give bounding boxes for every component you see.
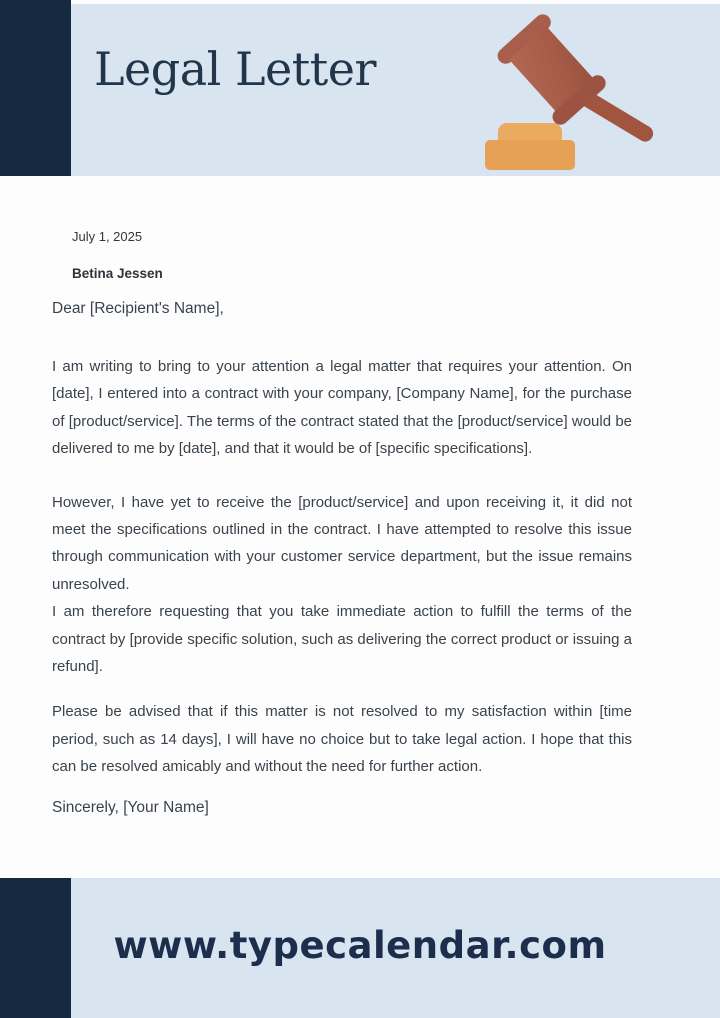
page-title: Legal Letter — [94, 42, 376, 96]
paragraph-issue-description: However, I have yet to receive the [product/service] and upon receiving it, it did not meet the specifications outlined in the contract. I have attempted to resolve this issue through communication with your customer service department, but the issue remains unresolved. — [52, 493, 632, 593]
greeting-line: Dear [Recipient's Name], — [52, 300, 224, 317]
sender-name: Betina Jessen — [72, 266, 163, 281]
header-navy-bar — [0, 0, 71, 176]
paragraph-contract-details: I am writing to bring to your attention a legal matter that requires your attention. On [date], I entered into a contract with your company, [Company Name], for the purchase of [product/service]. The terms of the contract stated that the [product/service] would be delivered to me by [date], and that it would be of [specific specifications]. — [52, 358, 632, 458]
gavel-head — [494, 11, 611, 131]
paragraph-requested-action: I am therefore requesting that you take immediate action to fulfill the terms of the contract by [provide specific solution, such as delivering the correct product or issuing a refund]. — [52, 603, 632, 676]
gavel-icon — [478, 20, 663, 172]
letter-date: July 1, 2025 — [72, 229, 143, 244]
website-text: www.typecalendar.com — [113, 924, 607, 967]
paragraph-legal-warning: Please be advised that if this matter is not resolved to my satisfaction within [time period, such as 14 days], I will have no choice but to take legal action. I hope that this can be resolved amicably and without the need for further action. — [52, 703, 632, 776]
letter-body — [52, 229, 632, 817]
gavel-sound-block-base — [485, 140, 575, 170]
closing-line: Sincerely, [Your Name] — [52, 798, 209, 816]
